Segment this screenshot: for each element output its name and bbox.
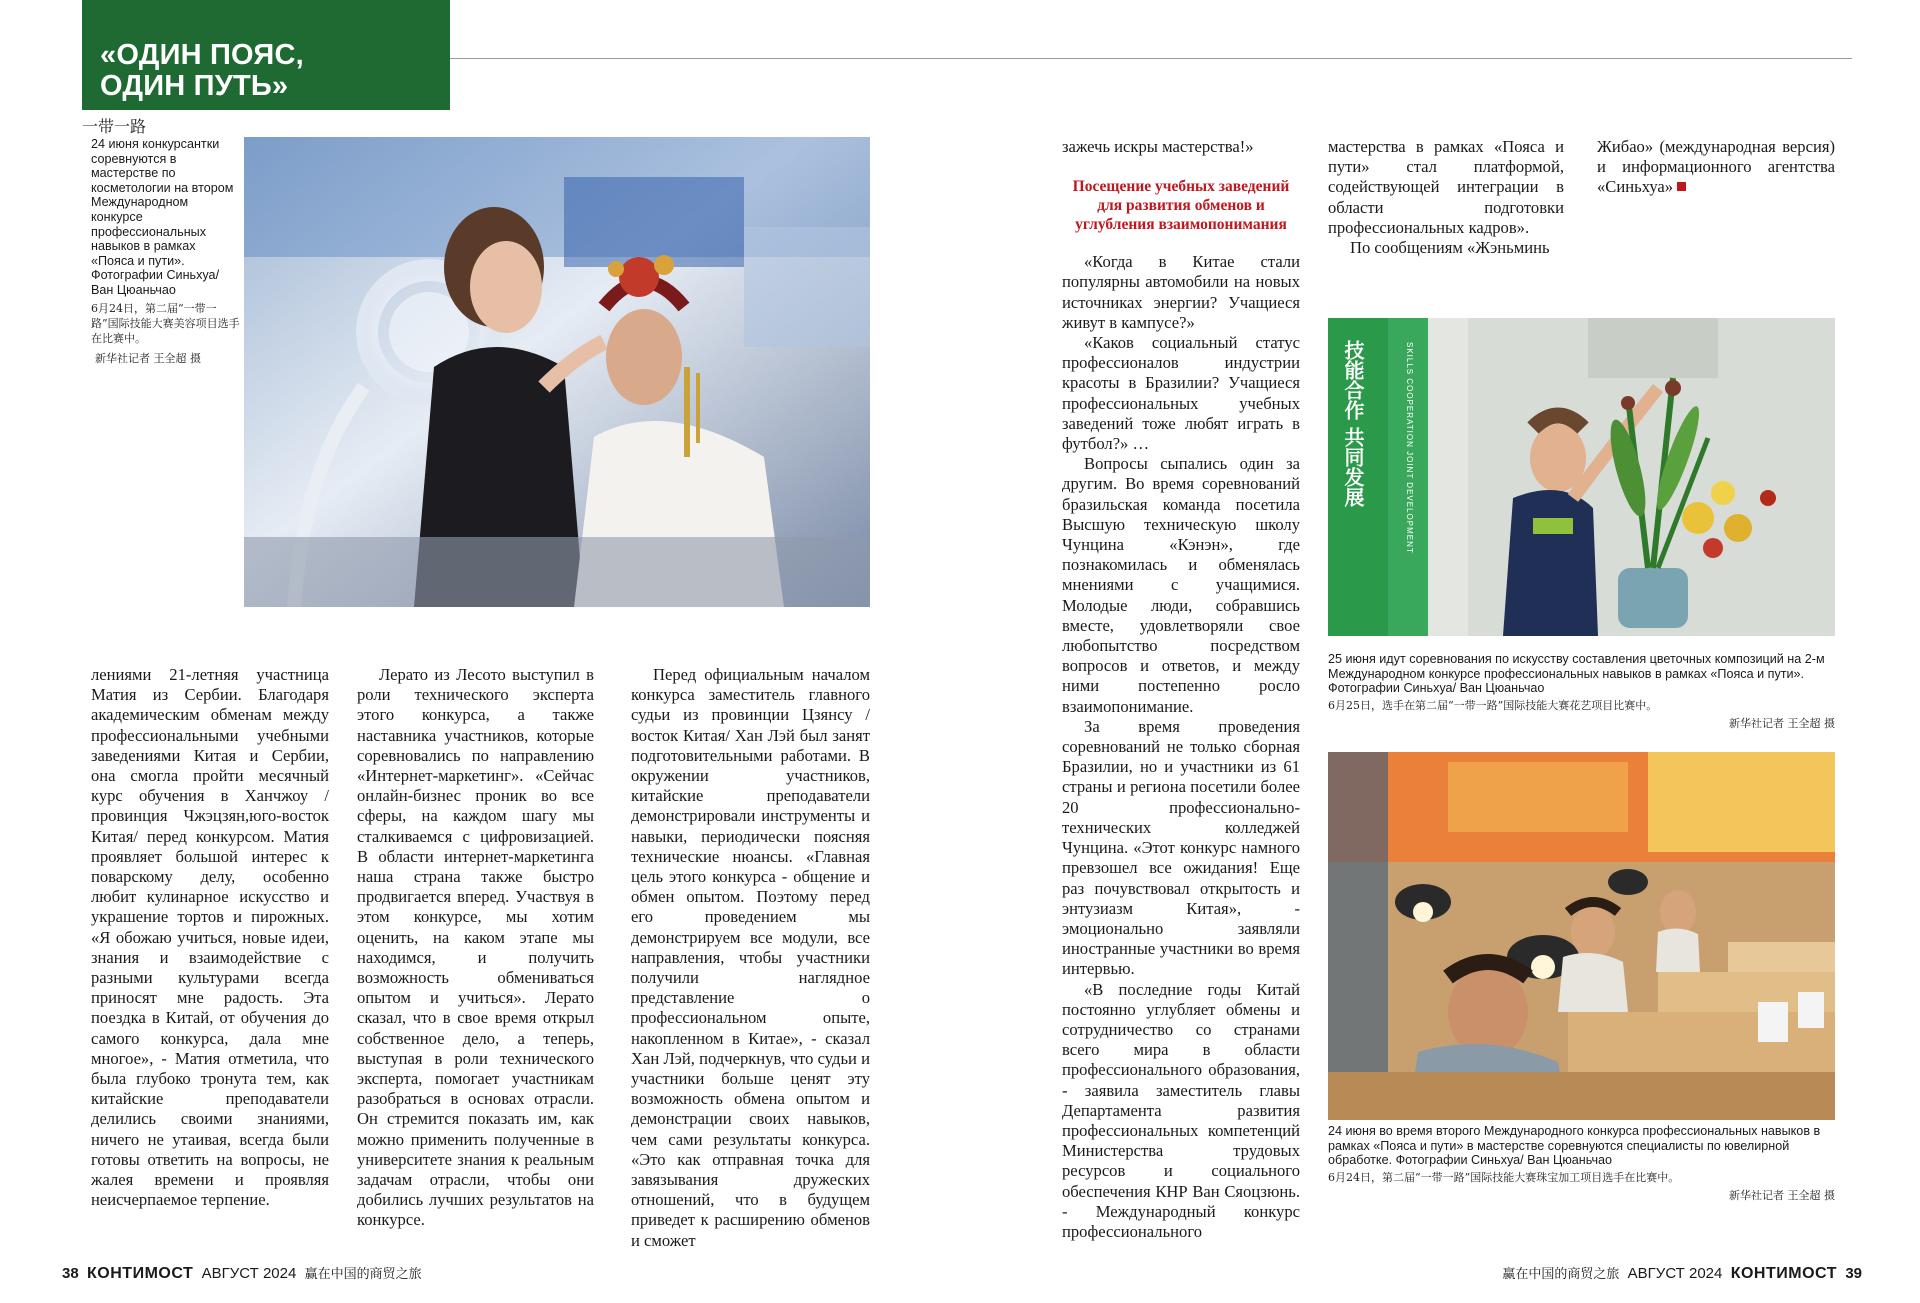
column-6-paragraph	[1597, 137, 1835, 198]
slogan-right: 赢在中国的商贸之旅	[1502, 1267, 1620, 1282]
column-2-paragraph: Лерато из Лесото выступил в роли технического эксперта этого конкурса, а также наставника участников, которые соревновались по направлению «Интернет-маркетинг». «Сейчас онлайн-бизнес проник во все сферы, на каждом шагу мы сталкиваемся с цифровизацией. В области интернет-маркетинга наша страна также быстро продвигается вперед. Участвуя в этом конкурсе, мы хотим оценить, на каком этапе мы находимся, и получить возможность обмениваться опытом и учиться». Лерато сказал, что в свое время открыл собственное дело, а теперь, выступая в роли технического эксперта, помогает участникам разобраться в основах отрасли. Он стремится показать им, как можно применить полученные в университете знания к реальным задачам отрасли, чтобы они добились лучших результатов на конкурсе.	[357, 665, 594, 1230]
column-3-paragraph: Перед официальным началом конкурса заместитель главного судьи из провинции Цзянсу / восток Китая/ Хан Лэй был занят подготовительными работами. В окружении участников, китайские преподаватели демонстрировали инструменты и навыки, периодически поясняя технические нюансы. «Главная цель этого конкурса - общение и обмен опытом. Поэтому перед его проведением мы демонстрируем все модули, все направления, чтобы участники получили наглядное представление о профессиональном опыте, накопленном в Китае», - сказал Хан Лэй, подчеркнув, что судьи и участники больше ценят эту возможность обмена опытом и демонстрации своих навыков, чем сами результаты конкурса. «Это как отправная точка для завязывания дружеских отношений, что в будущем приведет к расширению обменов и сможет	[631, 665, 870, 1250]
photo3-credit: 新华社记者 王全超 摄	[1729, 1188, 1835, 1202]
banner-chinese-text: 技能合作 共同发展	[1341, 340, 1365, 507]
column-6-text: Жибао» (международная версия) и информационного агентства «Синьхуа»	[1597, 137, 1835, 197]
photo3-caption-cn: 6月24日，第二届“一带一路”国际技能大赛珠宝加工项目选手在比赛中。	[1328, 1170, 1680, 1184]
floristry-competition-photo	[1328, 318, 1835, 636]
issue-left: АВГУСТ 2024	[201, 1265, 297, 1282]
chinese-tag: 一带一路	[82, 117, 147, 136]
column-4-paragraph: «Когда в Китае стали популярны автомобили на новых источниках энергии? Учащиеся живут в кампусе?»	[1062, 252, 1300, 332]
end-of-article-mark	[1677, 182, 1686, 191]
photo1-caption-ru: 24 июня конкурсантки соревнуются в мастерстве по косметологии на втором Международном конкурсе профессиональных навыков в рамках «Пояса и пути». Фотографии Синьхуа/ Ван Цюаньчао	[91, 137, 234, 297]
photo1-caption-cn: 6月24日，第二届“一带一路”国际技能大赛美容项目选手在比赛中。	[91, 301, 240, 345]
column-2	[357, 665, 594, 1231]
slogan-left: 赢在中国的商贸之旅	[304, 1267, 422, 1282]
photo2-caption-cn: 6月25日，选手在第二届“一带一路”国际技能大赛花艺项目比赛中。	[1328, 698, 1658, 712]
column-4-paragraph: «В последние годы Китай постоянно углубляет обмены и сотрудничество со странами всего мира в области профессионального образования, - заявила заместитель главы Департамента развития профессиональных компетенций Министерства трудовых ресурсов и социального обеспечения КНР Ван Сяоцзюнь. - Международный конкурс профессионального	[1062, 979, 1300, 1241]
footer-left	[62, 1263, 422, 1283]
header-rule	[450, 58, 1852, 59]
column-6	[1597, 137, 1835, 198]
page-number-right: 39	[1845, 1265, 1862, 1282]
column-4-paragraph: «Каков социальный статус профессионалов индустрии красоты в Бразилии? Учащиеся профессиональных учебных заведений тоже любят играть в футбол?» …	[1062, 333, 1300, 454]
photo2-credit: 新华社记者 王全超 摄	[1729, 716, 1835, 730]
photo1-credit: 新华社记者 王全超 摄	[95, 351, 201, 365]
brand-name-left: КОНТИМОСТ	[87, 1265, 194, 1282]
column-4-paragraph: За время проведения соревнований не только сборная Бразилии, но и участники из 61 страны и региона посетили более 20 профессионально-технических колледжей Чунцина. «Этот конкурс намного превзошел все ожидания! Еще раз почувствовал открытость и энтузиазм Китая», - эмоционально заявляли иностранные участники во время интервью.	[1062, 716, 1300, 979]
column-5-paragraph: мастерства в рамках «Пояса и пути» стал платформой, содействующей интеграции в области подготовки профессиональных кадров».	[1328, 137, 1564, 237]
brand-name-right: КОНТИМОСТ	[1730, 1265, 1837, 1282]
photo2-caption	[1328, 652, 1835, 731]
footer-right	[1502, 1263, 1862, 1283]
photo1-caption	[91, 137, 241, 366]
column-5	[1328, 137, 1564, 258]
makeup-competition-photo	[244, 137, 870, 607]
jewelry-competition-photo	[1328, 752, 1835, 1120]
photo2-caption-ru: 25 июня идут соревнования по искусству составления цветочных композиций на 2-м Международном конкурсе профессиональных навыков в рамках «Пояса и пути». Фотографии Синьхуа/ Ван Цюаньчао	[1328, 652, 1825, 696]
section-subheading: Посещение учебных заведений для развития обменов и углубления взаимопонимания	[1072, 178, 1290, 234]
column-4	[1062, 137, 1300, 1242]
page-number-left: 38	[62, 1265, 79, 1282]
section-title: «ОДИН ПОЯС, ОДИН ПУТЬ»	[100, 39, 304, 102]
column-3	[631, 665, 870, 1251]
section-header	[82, 0, 450, 110]
column-1	[91, 665, 329, 1210]
photo3-caption	[1328, 1124, 1835, 1203]
issue-right: АВГУСТ 2024	[1627, 1265, 1723, 1282]
column-5-paragraph: По сообщениям «Жэньминь	[1350, 238, 1550, 258]
column-1-paragraph: лениями 21-летняя участница Матия из Сербии. Благодаря академическим обменам между профессиональными учебными заведениями Китая и Сербии, она смогла пройти месячный курс обучения в Ханчжоу /провинция Чжэцзян,юго-восток Китая/ перед конкурсом. Матия проявляет большой интерес к поварскому делу, особенно любит кулинарное искусство и украшение тортов и пирожных. «Я обожаю учиться, новые идеи, знания и взаимодействие с разными культурами всегда приносят мне радость. Эта поездка в Китай, от обучения до самого конкурса, дала мне многое», - Матия отметила, что была глубоко тронута тем, как китайские преподаватели делились своими знаниями, ничего не утаивая, всегда были готовы ответить на вопросы, не жалея времени и проявляя неисчерпаемое терпение.	[91, 665, 329, 1210]
column-4-paragraph: Вопросы сыпались один за другим. Во время соревнований бразильская команда посетила Высшую техническую школу Чунцина «Кэнэн», где познакомилась и обменялась мнениями с учащимися. Молодые люди, собравшись вместе, удовлетворяли свое любопытство посредством вопросов и ответов, и между ними постепенно росло взаимопонимание.	[1062, 454, 1300, 716]
banner-english-text: SKILLS COOPERATION JOINT DEVELOPMENT	[1405, 342, 1414, 554]
photo3-caption-ru: 24 июня во время второго Международного конкурса профессиональных навыков в рамках «Пояса и пути» в мастерстве соревнуются специалисты по ювелирной обработке. Фотографии Синьхуа/ Ван Цюаньчао	[1328, 1124, 1821, 1168]
column-4-lead: зажечь искры мастерства!»	[1062, 137, 1254, 156]
